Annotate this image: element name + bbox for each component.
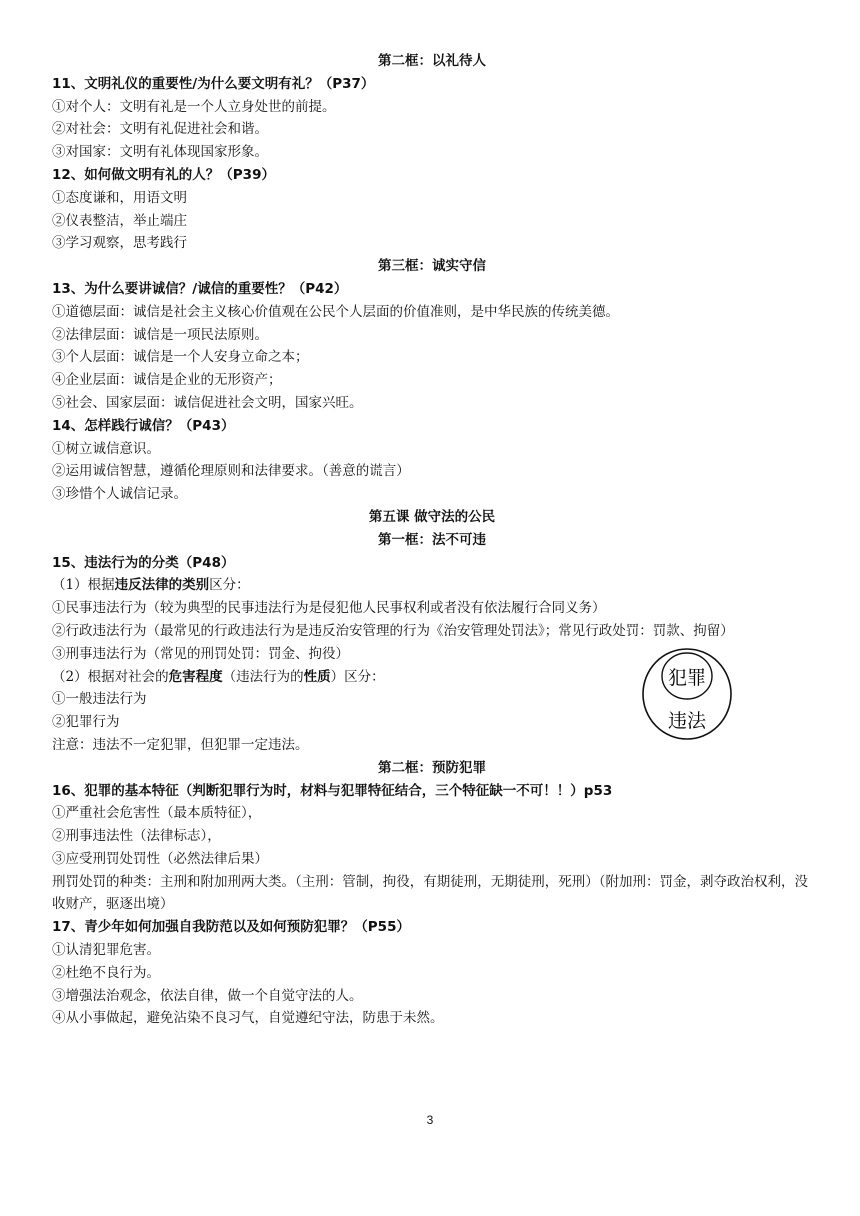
section-title: 第三框：诚实守信 [378, 258, 486, 275]
bold-text: 性质 [303, 668, 331, 685]
question-heading: 11、文明礼仪的重要性/为什么要文明有礼？（P37） [52, 75, 375, 92]
answer-line: ④企业层面：诚信是企业的无形资产； [52, 372, 282, 389]
note-line: 注意：违法不一定犯罪，但犯罪一定违法。 [52, 736, 309, 753]
document-body [52, 50, 812, 1030]
outer-label: 违法 [667, 710, 707, 732]
answer-line: ②对社会：文明有礼促进社会和谐。 [52, 121, 268, 138]
question-heading: 14、怎样践行诚信？（P43） [52, 417, 235, 434]
answer-line: ⑤社会、国家层面：诚信促进社会文明，国家兴旺。 [52, 394, 363, 411]
answer-line: ③对国家：文明有礼体现国家形象。 [52, 144, 268, 161]
question-heading: 13、为什么要讲诚信？/诚信的重要性？（P42） [52, 280, 348, 297]
text-span: （1）根据 [52, 577, 115, 594]
punishment-paragraph: 刑罚处罚的种类：主刑和附加刑两大类。（主刑：管制，拘役，有期徒刑，无期徒刑，死刑）（附加刑：罚金，剥夺政治权利，没收财产，驱逐出境） [52, 873, 808, 913]
text-span: （2）根据对社会的 [52, 668, 169, 685]
answer-line: ①对个人：文明有礼是一个人立身处世的前提。 [52, 98, 336, 115]
section-title: 第二框：以礼待人 [378, 53, 486, 69]
inner-label: 犯罪 [667, 667, 707, 689]
answer-line: ④从小事做起，避免沾染不良习气，自觉遵纪守法，防患于未然。 [52, 1010, 444, 1027]
bold-text: 危害程度 [168, 668, 223, 685]
answer-line: ①严重社会危害性（最本质特征）， [52, 805, 262, 822]
answer-line: ①一般违法行为 [52, 691, 147, 708]
answer-line: ③珍惜个人诚信记录。 [52, 486, 187, 503]
answer-line: ①道德层面：诚信是社会主义核心价值观在公民个人层面的价值准则，是中华民族的传统美德。 [52, 303, 619, 320]
answer-line: ②运用诚信智慧，遵循伦理原则和法律要求。（善意的谎言） [52, 463, 410, 480]
answer-line: ②杜绝不良行为。 [52, 964, 160, 981]
answer-line: ③应受刑罚处罚性（必然法律后果） [52, 850, 268, 867]
question-heading: 15、违法行为的分类（P48） [52, 554, 235, 571]
answer-line: ②法律层面：诚信是一项民法原则。 [52, 326, 268, 343]
lesson-title: 第五课 做守法的公民 [368, 508, 496, 525]
page-number: 3 [426, 1113, 434, 1127]
question-heading: 12、如何做文明有礼的人？（P39） [52, 166, 275, 183]
question-heading: 17、青少年如何加强自我防范以及如何预防犯罪？（P55） [52, 919, 410, 936]
answer-line: ①树立诚信意识。 [52, 440, 160, 457]
answer-line: ③刑事违法行为（常见的刑罚处罚：罚金、拘役） [52, 645, 349, 662]
section-title: 第二框：预防犯罪 [378, 759, 486, 776]
answer-line: ②刑事违法性（法律标志）， [52, 828, 221, 845]
bold-text: 违反法律的类别 [114, 577, 210, 594]
answer-line: ③学习观察，思考践行 [52, 235, 187, 252]
text-span: ）区分： [330, 668, 385, 685]
answer-line: ①认清犯罪危害。 [52, 942, 160, 959]
answer-line: ②行政违法行为（最常见的行政违法行为是违反治安管理的行为《治安管理处罚法》；常见行政处罚：罚款、拘留） [52, 622, 734, 639]
answer-line: ③增强法治观念，依法自律，做一个自觉守法的人。 [52, 987, 363, 1004]
answer-line: ②犯罪行为 [52, 714, 120, 731]
answer-line: ①态度谦和，用语文明 [52, 189, 187, 206]
crime-law-venn-diagram [641, 645, 733, 741]
classification-line [52, 574, 812, 597]
question-heading: 16、犯罪的基本特征（判断犯罪行为时，材料与犯罪特征结合，三个特征缺一不可！！）p53 [52, 782, 613, 799]
text-span: （违法行为的 [222, 668, 304, 685]
answer-line: ②仪表整洁，举止端庄 [52, 212, 187, 229]
text-span: 区分： [209, 577, 250, 594]
answer-line: ③个人层面：诚信是一个人安身立命之本； [52, 349, 309, 366]
answer-line: ①民事违法行为（较为典型的民事违法行为是侵犯他人民事权利或者没有依法履行合同义务） [52, 600, 606, 617]
section-title: 第一框：法不可违 [378, 531, 486, 548]
